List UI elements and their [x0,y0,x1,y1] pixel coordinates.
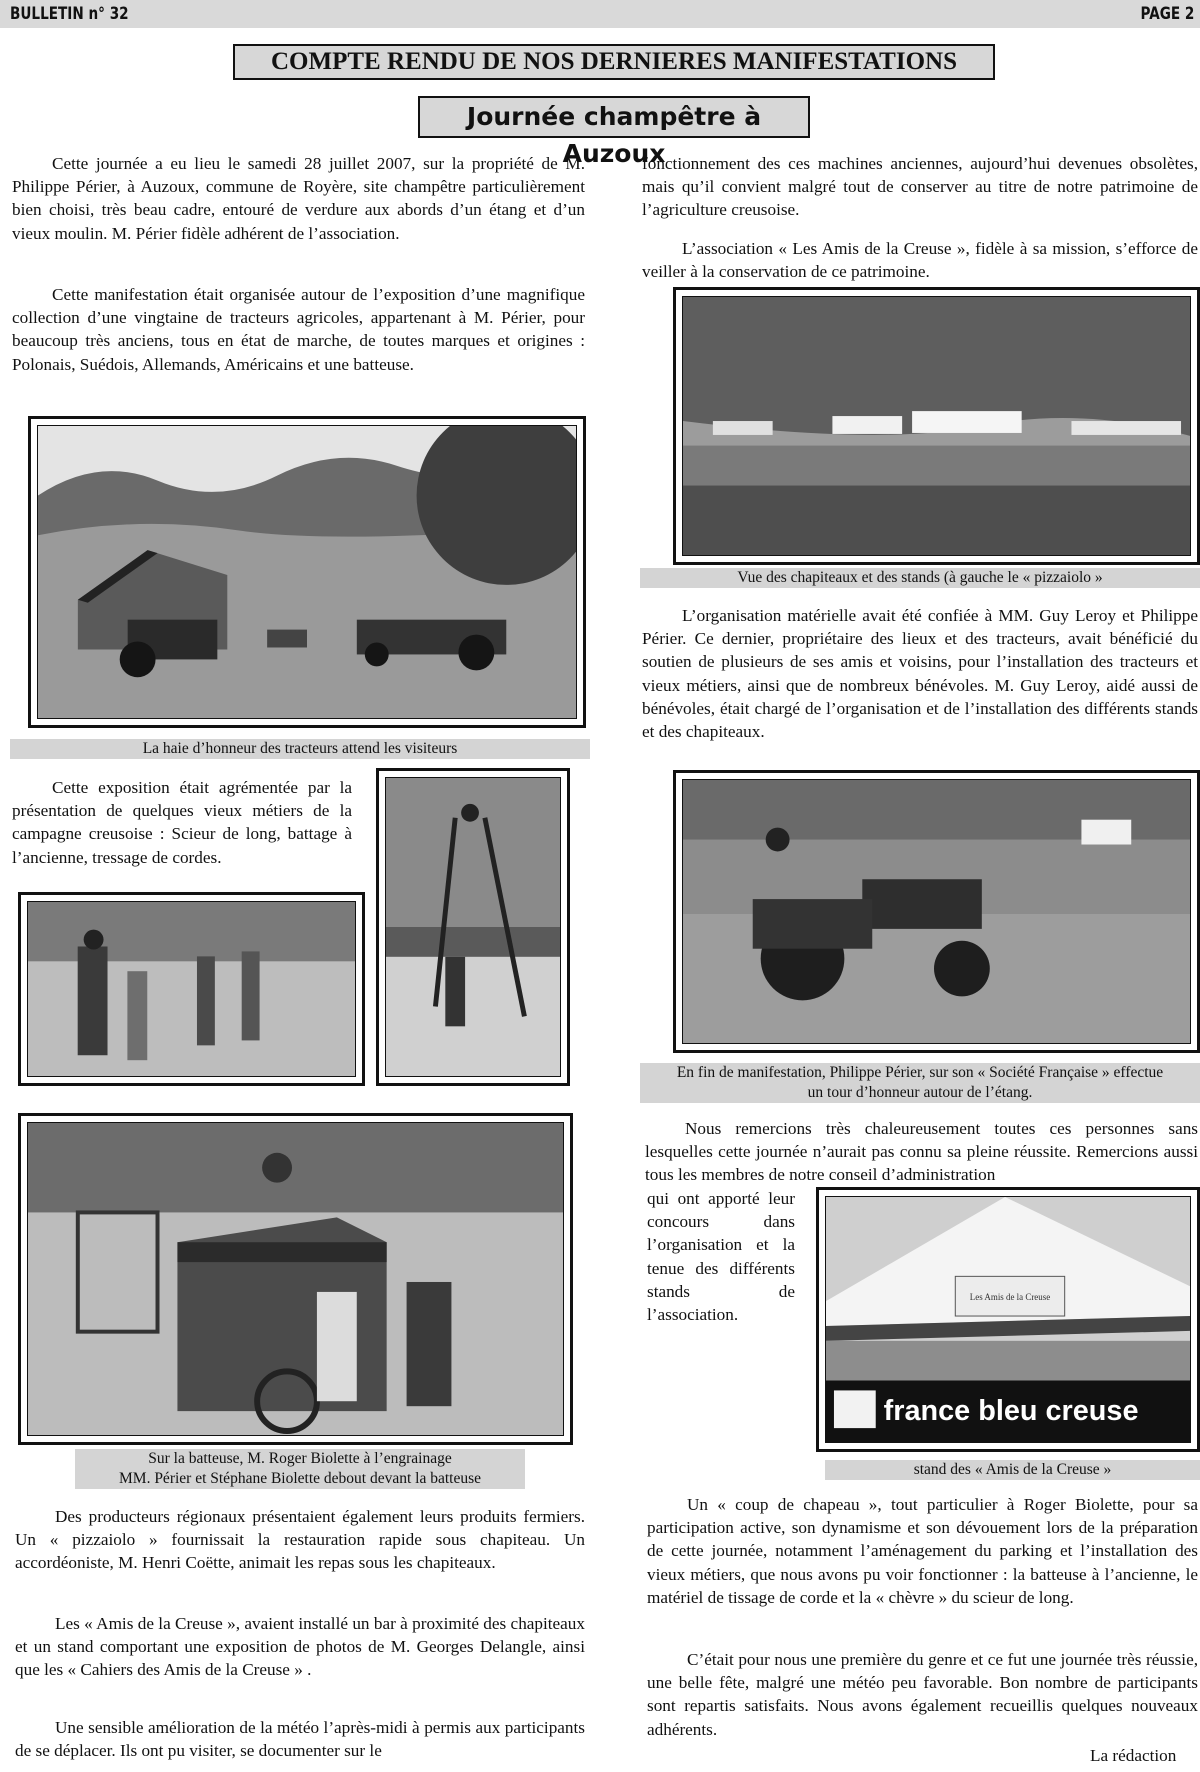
tractor-lap-image [683,780,1190,1043]
photo-sawyer [376,768,570,1086]
photo-old-trades [18,892,365,1086]
right-paragraph-6: C’était pour nous une première du genre et ce fut une journée très réussie, une belle fête, malgré une météo peu favorable. Bon nombre de participants sont repartis satisfaits. Nous avons également recueillis quelques nouveaux adhérents. [647,1650,1198,1739]
right-paragraph-5: Un « coup de chapeau », tout particulier à Roger Biolette, pour sa participation active, son dynamisme et son dévouement lors de la préparation de cette journée, notamment l’aménagement du parking et l’installation des vieux métiers, que nous avons pu voir fonctionner : la batteuse à l’ancienne, le matériel de tissage de corde et la « chèvre » du scieur de long. [647,1495,1198,1607]
threshing-machine-image [28,1123,563,1435]
right-paragraph-1: fonctionnement des ces machines anciennes, aujourd’hui devenues obsolètes, mais qu’il convient malgré tout de conserver au titre de notre patrimoine de l’agriculture creusoise. [642,154,1198,220]
bulletin-number: BULLETIN n° 32 [10,4,129,24]
caption-tractor-lap [640,1063,1200,1103]
caption-stand: stand des « Amis de la Creuse » [825,1460,1200,1480]
stand-banner-text: france bleu creuse [883,1395,1139,1428]
photo-tractor-lap [673,770,1200,1053]
left-paragraph-4: Des producteurs régionaux présentaient également leurs produits fermiers. Un « pizzaiolo » fournissait la restauration rapide sous chapiteau. Un accordéoniste, M. Henri Coëtte, animait les repas sous les chapiteaux. [15,1507,585,1573]
caption-tractor-lap-line-2: un tour d’honneur autour de l’étang. [807,1084,1033,1101]
right-paragraph-4-continued: qui ont apporté leur concours dans l’organisation et la tenue des différents stands de l’association. [647,1189,795,1325]
page-number: PAGE 2 [1140,4,1194,24]
signature: La rédaction [1090,1746,1177,1765]
stand-image [826,1197,1190,1442]
stand-sign-text: Les Amis de la Creuse [969,1292,1051,1303]
photo-stand [816,1187,1200,1452]
photo-threshing-machine [18,1113,573,1445]
left-paragraph-1: Cette journée a eu lieu le samedi 28 juillet 2007, sur la propriété de M. Philippe Périer, à Auzoux, commune de Royère, site champêtre particulièrement bien choisi, très beau cadre, entouré de verdure aux abords d’un étang et d’un vieux moulin. M. Périer fidèle adhérent de l’association. [12,154,585,243]
right-paragraph-4: Nous remercions très chaleureusement toutes ces personnes sans lesquelles cette journée n’aurait pas connu sa pleine réussite. Remercions aussi tous les membres de notre conseil d’administration [645,1119,1198,1185]
sub-title: Journée champêtre à Auzoux [418,96,810,138]
sawyer-image [386,778,560,1076]
left-paragraph-6: Une sensible amélioration de la météo l’après-midi à permis aux participants de se déplacer. Ils ont pu visiter, se documenter sur le [15,1718,585,1761]
caption-marquees: Vue des chapiteaux et des stands (à gauche le « pizzaiolo » [640,568,1200,588]
header-bar [0,0,1200,28]
right-paragraph-2: L’association « Les Amis de la Creuse », fidèle à sa mission, s’efforce de veiller à la conservation de ce patrimoine. [642,239,1198,282]
old-trades-image [28,902,355,1076]
left-paragraph-2: Cette manifestation était organisée autour de l’exposition d’une magnifique collection d’une vingtaine de tracteurs agricoles, appartenant à M. Périer, pour beaucoup très anciens, tous en état de marche, de toutes marques et origines : Polonais, Suédois, Allemands, Américains et une batteuse. [12,285,585,374]
caption-threshing-line-2: MM. Périer et Stéphane Biolette debout devant la batteuse [119,1470,481,1487]
caption-threshing-line-1: Sur la batteuse, M. Roger Biolette à l’engrainage [148,1450,452,1467]
caption-threshing-machine [75,1449,525,1489]
main-title: COMPTE RENDU DE NOS DERNIERES MANIFESTATIONS [233,44,995,80]
right-paragraph-3: L’organisation matérielle avait été confiée à MM. Guy Leroy et Philippe Périer. Ce dernier, propriétaire des lieux et des tracteurs, avait bénéficié du soutien de plusieurs de ses amis et voisins, pour l’installation des tracteurs et vieux métiers, ainsi que de nombreux bénévoles. M. Guy Leroy, aidé aussi de bénévoles, était chargé de l’organisation et de l’installation des différents stands et des chapiteaux. [642,606,1198,742]
photo-tractors [28,416,586,728]
caption-tractors: La haie d’honneur des tracteurs attend les visiteurs [10,739,590,759]
tractors-image [38,426,576,718]
photo-marquees [673,287,1200,565]
left-paragraph-3: Cette exposition était agrémentée par la présentation de quelques vieux métiers de la campagne creusoise : Scieur de long, battage à l’ancienne, tressage de cordes. [12,778,352,867]
caption-tractor-lap-line-1: En fin de manifestation, Philippe Périer, sur son « Société Française » effectue [676,1064,1164,1081]
marquees-image [683,297,1190,555]
left-paragraph-5: Les « Amis de la Creuse », avaient installé un bar à proximité des chapiteaux et un stand comportant une exposition de photos de M. Georges Delangle, ainsi que les « Cahiers des Amis de la Creuse » . [15,1614,585,1680]
